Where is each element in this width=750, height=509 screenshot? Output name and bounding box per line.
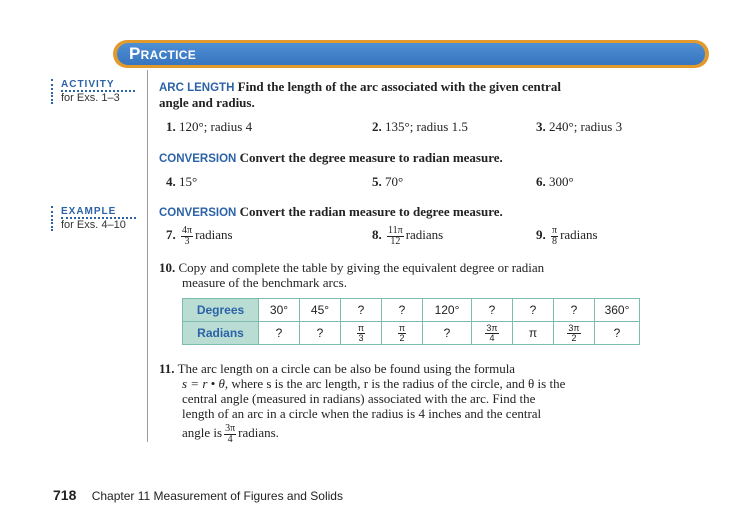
activity-ref: for Exs. 1–3 — [51, 92, 135, 104]
table-cell: 45° — [300, 299, 341, 322]
exercise-2: 2. 135°; radius 1.5 — [372, 119, 468, 134]
example-note — [51, 206, 136, 231]
table-cell: ? — [554, 299, 595, 322]
exercise-11: 11. The arc length on a circle can be also be found using the formula — [159, 361, 516, 376]
exercise-11-line2: s = r • θ, where s is the arc length, r is the radius of the circle, and θ is the — [182, 376, 566, 391]
exercise-6: 6. 300° — [536, 174, 574, 189]
section2-instruction: Convert the degree measure to radian measure. — [239, 150, 503, 165]
fraction: $\frac{3\pi}{4}$ — [225, 422, 236, 445]
activity-note — [51, 79, 135, 104]
table-cell: π — [513, 322, 554, 345]
table-cell: 30° — [259, 299, 300, 322]
radians-header: Radians — [183, 322, 259, 345]
section2-label: CONVERSION — [159, 153, 237, 165]
table-cell: ? — [423, 322, 472, 345]
table-cell: ? — [259, 322, 300, 345]
section1-instruction: Find the length of the arc associated with the given central — [237, 79, 561, 94]
benchmark-table — [182, 298, 640, 345]
table-cell: ? — [513, 299, 554, 322]
section3-label: CONVERSION — [159, 207, 237, 219]
table-cell: ? — [382, 299, 423, 322]
exercise-3: 3. 240°; radius 3 — [536, 119, 623, 134]
arc-length-formula: s = r • θ, — [182, 376, 229, 391]
fraction: $\frac{4\pi}{3}$ — [182, 224, 193, 247]
exercise-11-line3: central angle (measured in radians) associated with the arc. Find the — [182, 391, 536, 406]
fraction: $\frac{11\pi}{12}$ — [388, 224, 403, 247]
exercise-5: 5. 70° — [372, 174, 404, 189]
table-row — [183, 322, 640, 345]
section1-label: ARC LENGTH — [159, 82, 235, 94]
exercise-10-cont: measure of the benchmark arcs. — [182, 275, 347, 290]
table-cell: 360° — [595, 299, 640, 322]
section1-instruction-cont: angle and radius. — [159, 95, 255, 110]
degrees-header: Degrees — [183, 299, 259, 322]
table-cell: ? — [595, 322, 640, 345]
banner-fill — [117, 43, 705, 65]
exercise-4: 4. 15° — [166, 174, 198, 189]
section3-instruction: Convert the radian measure to degree measure. — [239, 204, 503, 219]
table-cell: $\frac{\pi}{3}$ — [341, 322, 382, 345]
section3-heading — [159, 204, 503, 221]
exercise-1: 1. 120°; radius 4 — [166, 119, 253, 134]
exercise-10: 10. Copy and complete the table by giving the equivalent degree or radian — [159, 260, 545, 275]
page-footer — [53, 487, 343, 503]
table-row — [183, 299, 640, 322]
table-cell: ? — [472, 299, 513, 322]
table-cell: ? — [300, 322, 341, 345]
exercise-11-line4: length of an arc in a circle when the radius is 4 inches and the central — [182, 406, 542, 421]
example-label: EXAMPLE — [61, 206, 136, 219]
exercise-8: 8. $\frac{11\pi}{12}$ radians — [372, 224, 444, 247]
activity-label: ACTIVITY — [61, 79, 135, 92]
page-number: 718 — [53, 487, 77, 503]
table-cell: $\frac{3\pi}{4}$ — [472, 322, 513, 345]
example-ref: for Exs. 4–10 — [51, 219, 136, 231]
margin-rule — [147, 70, 148, 442]
table-cell: $\frac{\pi}{2}$ — [382, 322, 423, 345]
table-cell: ? — [341, 299, 382, 322]
section2-heading — [159, 150, 503, 167]
exercise-7: 7. $\frac{4\pi}{3}$ radians — [166, 224, 233, 247]
exercise-9: 9. $\frac{\pi}{8}$ radians — [536, 224, 598, 247]
section1-heading — [159, 79, 561, 96]
fraction: $\frac{\pi}{8}$ — [552, 224, 558, 247]
table-cell: 120° — [423, 299, 472, 322]
banner-title: Practice — [129, 44, 197, 63]
exercise-11-line5: angle is $\frac{3\pi}{4}$ radians. — [182, 422, 279, 445]
chapter-title: Chapter 11 Measurement of Figures and Solids — [91, 489, 343, 503]
practice-banner — [113, 40, 709, 68]
table-cell: $\frac{3\pi}{2}$ — [554, 322, 595, 345]
